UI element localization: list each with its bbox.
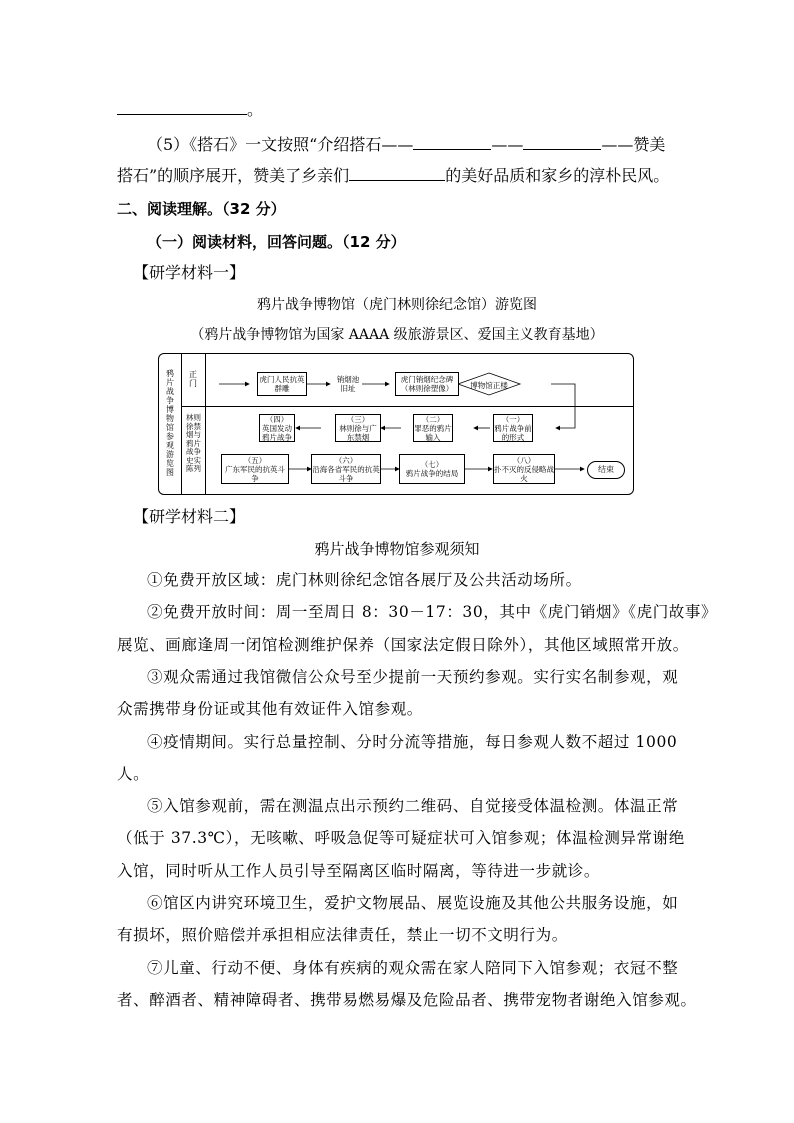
exhibit-7[interactable]: （七） 鸦片战争的结局 [399, 454, 465, 484]
answer-blank-1[interactable] [413, 135, 491, 150]
rule-5-line-3: 入馆，同时听从工作人员引导至隔离区临时隔离，等待进一步就诊。 [117, 861, 601, 880]
material2-label: 【研学材料二】 [133, 507, 246, 526]
exhibit-6[interactable]: （六） 沿海各省军民的抗英斗争 [312, 455, 380, 483]
answer-blank-3[interactable] [349, 166, 445, 181]
dash: —— [491, 135, 524, 154]
end-node[interactable]: 结束 [587, 461, 625, 479]
material1-subtitle: （鸦片战争博物馆为国家 AAAA 级旅游景区、爱国主义教育基地） [190, 327, 604, 343]
row2-label: 林则徐禁烟与鸦片战争史实陈列 [186, 413, 201, 473]
stop-sculpture[interactable]: 虎门人民抗英群雕 [257, 372, 307, 396]
answer-blank-2[interactable] [523, 135, 601, 150]
exhibit-2[interactable]: （二） 罪恶的鸦片输入 [414, 414, 452, 442]
material1-label: 【研学材料一】 [133, 263, 246, 282]
exhibit-1[interactable]: （一） 鸦片战争前的形式 [494, 414, 532, 442]
rule-4-line-1: ④疫情期间。实行总量控制、分时分流等措施，每日参观人数不超过 1000 [147, 732, 678, 751]
exhibit-5[interactable]: （五） 广东军民的抗英斗争 [221, 454, 289, 484]
q5-text-2: 搭石”的顺序展开，赞美了乡亲们 [117, 166, 350, 185]
q5-text-3: 的美好品质和家乡的淳朴民风。 [445, 166, 670, 185]
rule-6-line-2: 有损坏，照价赔偿并承担相应法律责任，禁止一切不文明行为。 [117, 926, 568, 945]
rule-1-line-1: ①免费开放区域：虎门林则徐纪念馆各展厅及公共活动场所。 [147, 571, 582, 589]
q4-answer-line [117, 100, 263, 120]
rule-2-line-1: ②免费开放时间：周一至周日 8：30－17：30，其中《虎门销烟》《虎门故事》 [147, 603, 718, 622]
rule-5-line-2: （低于 37.3℃），无咳嗽、呼吸急促等可疑症状可入馆参观；体温检测异常谢绝 [117, 829, 685, 848]
rule-4-line-2: 人。 [117, 764, 150, 783]
q5-line2 [117, 166, 669, 186]
rule-3-line-2: 众需携带身份证或其他有效证件入馆参观。 [117, 700, 423, 719]
q5-text: （5）《搭石》一文按照“介绍搭石—— [147, 135, 414, 154]
row1-label: 正门 [189, 370, 197, 388]
exhibit-3[interactable]: （三） 林则徐与广东禁烟 [335, 414, 381, 442]
rule-7-line-1: ⑦儿童、行动不便、身体有疾病的观众需在家人陪同下入馆参观；衣冠不整 [147, 958, 679, 977]
q5-line1 [147, 135, 665, 155]
rule-5-line-1: ⑤入馆参观前，需在测温点出示预约二维码、自觉接受体温检测。体温正常 [147, 797, 679, 816]
period: 。 [247, 100, 264, 119]
stop-smoke-pool[interactable]: 销烟池旧址 [334, 374, 362, 394]
exhibit-4[interactable]: （四） 英国发动鸦片战争 [259, 414, 295, 442]
diagram-left-label: 鸦片战争博物馆参观游览图 [166, 369, 174, 477]
rule-3-line-1: ③观众需通过我馆微信公众号至少提前一天预约参观。实行实名制参观，观 [147, 667, 679, 686]
material2-title: 鸦片战争博物馆参观须知 [314, 540, 480, 558]
stop-monument[interactable]: 虎门销烟纪念碑（林则徐塑像） [395, 372, 459, 396]
section-title: 二、阅读理解。（32 分） [117, 200, 286, 218]
stop-main-building[interactable]: 博物馆正楼 [470, 380, 508, 390]
dash-text: ——赞美 [601, 135, 666, 154]
answer-blank[interactable] [117, 100, 247, 115]
rule-7-line-2: 者、醉酒者、精神障碍者、携带易燃易爆及危险品者、携带宠物者谢绝入馆参观。 [117, 990, 697, 1009]
rule-2-line-2: 展览、画廊逢周一闭馆检测维护保养（国家法定假日除外），其他区域照常开放。 [117, 635, 689, 654]
museum-tour-diagram [158, 353, 634, 495]
section-subtitle: （一）阅读材料，回答问题。（12 分） [147, 233, 406, 251]
rule-6-line-1: ⑥馆区内讲究环境卫生，爱护文物展品、展览设施及其他公共服务设施，如 [147, 894, 679, 912]
material1-title: 鸦片战争博物馆（虎门林则徐纪念馆）游览图 [257, 297, 537, 313]
exhibit-8[interactable]: （八） 扑不灭的反侵略战火 [494, 455, 554, 483]
